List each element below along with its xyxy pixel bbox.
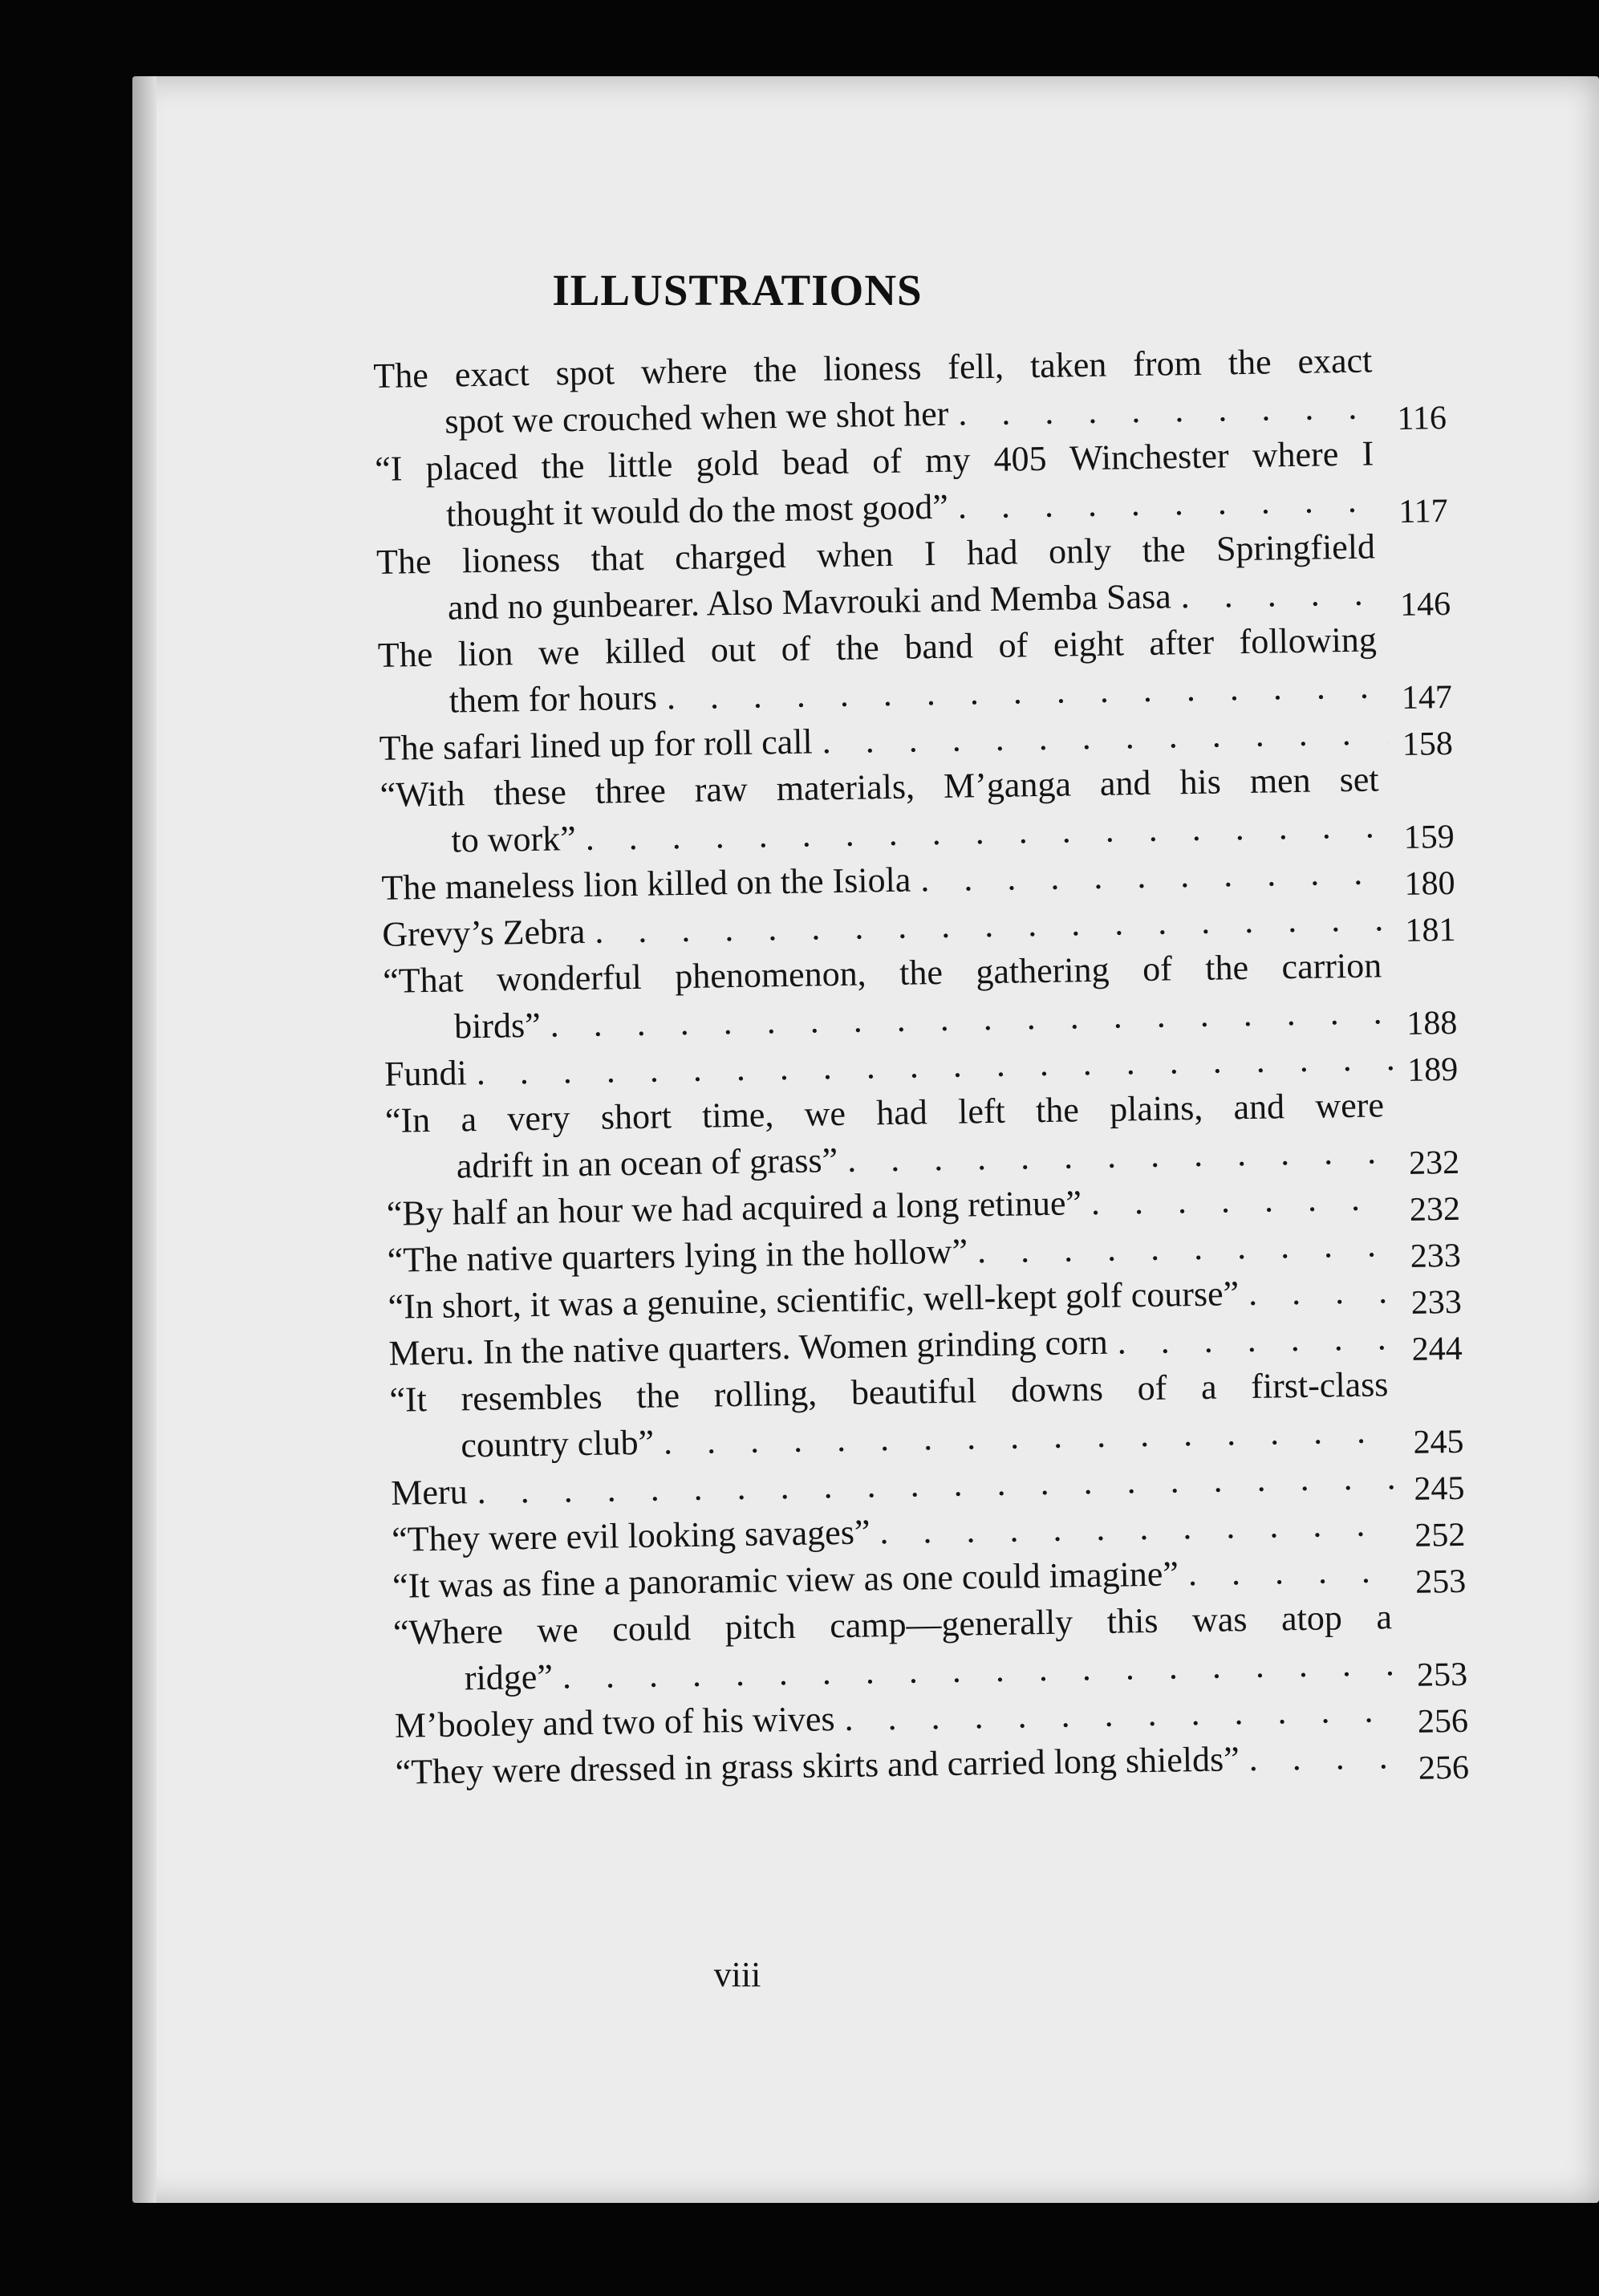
illustration-entry <box>373 336 1470 446</box>
illustration-entry <box>376 522 1473 632</box>
entry-page-number: 256 <box>1417 1702 1469 1741</box>
entry-page-number: 256 <box>1418 1749 1470 1787</box>
caption-text: The exact spot where the lioness fell, taken from the exact <box>373 340 1373 396</box>
entry-page-number: 180 <box>1404 864 1455 903</box>
caption-text: country club” <box>461 1422 655 1465</box>
caption-text: “The native quarters lying in the hollow” <box>387 1231 968 1280</box>
entry-page-number: 253 <box>1416 1656 1468 1694</box>
caption-text: The safari lined up for roll call <box>379 721 814 768</box>
illustration-entry <box>393 1592 1490 1702</box>
dot-leader <box>1248 1268 1397 1317</box>
caption-text: “By half an hour we had acquired a long retinue” <box>386 1183 1082 1233</box>
caption-text: M’booley and two of his wives <box>394 1699 835 1745</box>
caption-text: The lioness that charged when I had only the Springfield <box>375 526 1376 582</box>
dot-leader <box>1117 1315 1398 1365</box>
dot-leader <box>847 1128 1395 1184</box>
dot-leader <box>977 1221 1397 1274</box>
caption-text: “In short, it was a genuine, scientific, well-kept golf course” <box>388 1274 1240 1327</box>
caption-text: adrift in an ocean of grass” <box>456 1140 838 1186</box>
dot-leader <box>879 1501 1401 1555</box>
page-title: ILLUSTRATIONS <box>552 266 923 315</box>
page-number-folio: viii <box>713 1955 761 1994</box>
caption-text: ridge” <box>464 1656 554 1698</box>
caption-text: to work” <box>451 819 577 860</box>
entry-page-number: 233 <box>1410 1237 1462 1275</box>
dot-leader <box>920 849 1390 903</box>
entry-page-number: 158 <box>1402 725 1454 763</box>
entry-page-number: 245 <box>1413 1423 1464 1461</box>
dot-leader <box>957 477 1384 530</box>
dot-leader <box>1091 1175 1396 1226</box>
entry-page-number: 189 <box>1406 1050 1459 1089</box>
caption-text: “They were dressed in grass skirts and carried long shields” <box>395 1739 1240 1792</box>
entry-page-number: 233 <box>1410 1283 1463 1322</box>
caption-text: spot we crouched when we shot her <box>444 393 949 441</box>
entry-page-number: 117 <box>1398 492 1449 530</box>
illustration-entry <box>383 941 1479 1050</box>
page-edge <box>132 76 156 2203</box>
illustration-entry <box>377 616 1474 725</box>
caption-text: birds” <box>453 1005 542 1046</box>
illustration-entry <box>379 754 1476 864</box>
illustration-entry <box>385 1080 1482 1190</box>
entry-page-number: 188 <box>1406 1004 1458 1042</box>
caption-text: Meru <box>390 1472 468 1513</box>
caption-text: “With these three raw materials, M’ganga and his men set <box>379 759 1379 815</box>
entry-page-number: 116 <box>1397 399 1447 437</box>
caption-text: “I placed the little gold bead of my 405 Winchester where I <box>374 433 1374 489</box>
caption-text: “That wonderful phenomenon, the gathering of the carrion <box>382 945 1382 1001</box>
entry-page-number: 146 <box>1399 585 1451 624</box>
entry-page-number: 244 <box>1411 1330 1463 1368</box>
caption-text: The lion we killed out of the band of eight after following <box>377 620 1378 675</box>
caption-text: Meru. In the native quarters. Women grinding corn <box>388 1322 1109 1373</box>
caption-text: and no gunbearer. Also Mavrouki and Memba Sasa <box>447 576 1172 628</box>
caption-text: them for hours <box>448 677 658 721</box>
entry-page-number: 181 <box>1405 911 1456 949</box>
entry-page-number: 253 <box>1414 1562 1467 1601</box>
caption-text: The maneless lion killed on the Isiola <box>381 859 911 908</box>
entry-page-number: 232 <box>1409 1190 1461 1229</box>
caption-text: thought it would do the most good” <box>445 486 949 534</box>
entry-page-number: 245 <box>1414 1469 1465 1508</box>
caption-text: Grevy’s Zebra <box>381 911 586 954</box>
entry-page-number: 232 <box>1408 1144 1460 1182</box>
illustration-entry <box>389 1359 1486 1469</box>
dot-leader <box>1180 570 1386 620</box>
caption-text: “In a very short time, we had left the plains, and were <box>384 1085 1385 1140</box>
entry-page-number: 252 <box>1414 1516 1466 1554</box>
caption-text: Fundi <box>384 1053 468 1094</box>
illustrations-list <box>373 336 1491 1796</box>
illustration-entry <box>375 429 1471 539</box>
dot-leader <box>1248 1733 1404 1782</box>
book-page <box>132 76 1599 2203</box>
caption-text: “It was as fine a panoramic view as one could imagine” <box>392 1554 1179 1606</box>
caption-text: “They were evil looking savages” <box>391 1512 871 1559</box>
entry-page-number: 159 <box>1403 818 1455 856</box>
caption-text: “Where we could pitch camp—generally this was atop a <box>392 1597 1393 1652</box>
caption-text: “It resembles the rolling, beautiful downs of a first-class <box>389 1364 1389 1420</box>
dot-leader <box>1187 1547 1401 1597</box>
dot-leader <box>844 1687 1403 1742</box>
dot-leader <box>958 384 1383 437</box>
entry-page-number: 147 <box>1401 678 1453 717</box>
